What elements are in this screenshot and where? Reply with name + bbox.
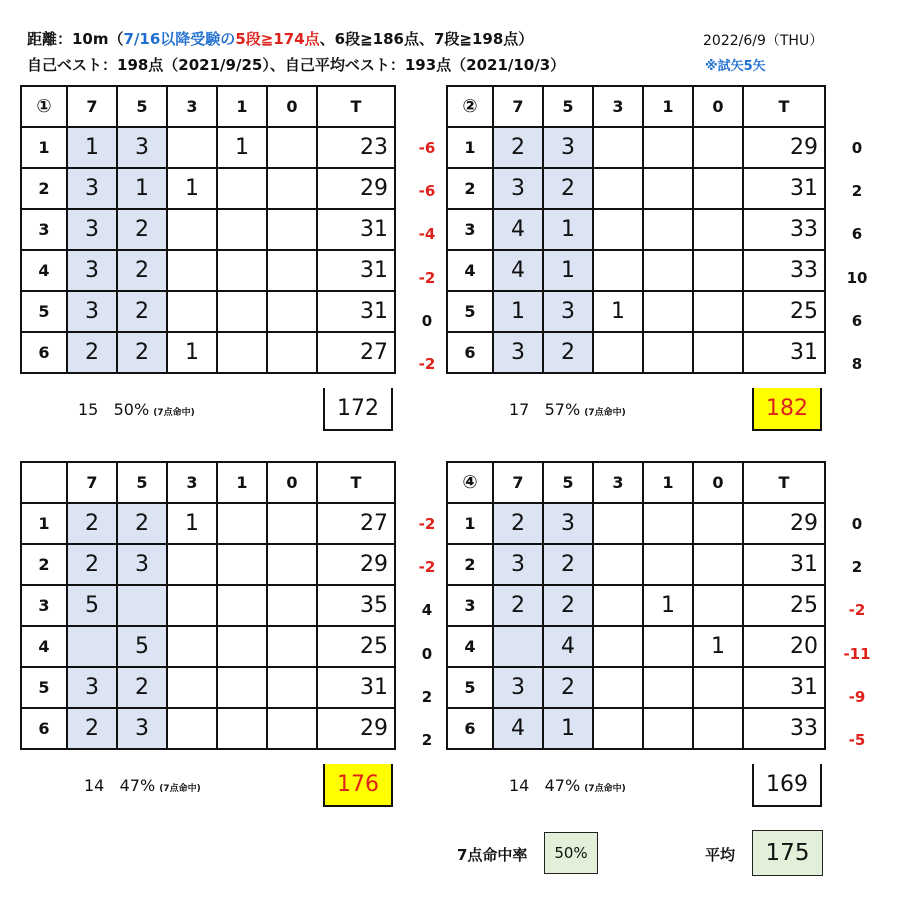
end-total: 31 bbox=[317, 291, 395, 332]
score-cell-0 bbox=[693, 503, 743, 544]
round-table-3 bbox=[20, 461, 396, 750]
end-diff: -11 bbox=[843, 644, 871, 663]
score-cell-5 bbox=[117, 585, 167, 626]
score-cell-5: 3 bbox=[117, 127, 167, 168]
round-table-1 bbox=[20, 85, 396, 374]
column-header: 3 bbox=[593, 462, 643, 503]
score-cell-7: 2 bbox=[67, 544, 117, 585]
score-cell-0 bbox=[693, 291, 743, 332]
score-cell-5: 2 bbox=[543, 585, 593, 626]
end-total: 31 bbox=[743, 544, 825, 585]
score-cell-0 bbox=[693, 332, 743, 373]
end-total: 29 bbox=[743, 127, 825, 168]
table-row bbox=[447, 209, 825, 250]
table-row bbox=[21, 667, 395, 708]
end-total: 31 bbox=[743, 332, 825, 373]
end-number: 5 bbox=[447, 667, 493, 708]
score-cell-3: 1 bbox=[167, 168, 217, 209]
end-total: 25 bbox=[743, 585, 825, 626]
end-number: 5 bbox=[21, 667, 67, 708]
score-cell-1 bbox=[217, 250, 267, 291]
score-cell-5: 1 bbox=[117, 168, 167, 209]
end-diff: 0 bbox=[421, 311, 433, 330]
column-header: 3 bbox=[167, 462, 217, 503]
score-cell-7: 3 bbox=[67, 250, 117, 291]
score-cell-0 bbox=[267, 544, 317, 585]
score-cell-5: 3 bbox=[543, 503, 593, 544]
score-cell-3 bbox=[167, 585, 217, 626]
score-cell-7: 4 bbox=[493, 250, 543, 291]
score-cell-1 bbox=[217, 626, 267, 667]
end-total: 29 bbox=[317, 544, 395, 585]
score-cell-3 bbox=[167, 708, 217, 749]
hit-rate-note: (7点命中) bbox=[584, 408, 626, 418]
hit-rate: 50% bbox=[113, 400, 150, 419]
end-diff: -6 bbox=[418, 139, 436, 157]
score-cell-7: 4 bbox=[493, 209, 543, 250]
score-cell-0 bbox=[267, 209, 317, 250]
end-total: 29 bbox=[317, 168, 395, 209]
hit-count: 17 bbox=[509, 400, 530, 419]
score-cell-1 bbox=[643, 626, 693, 667]
end-number: 6 bbox=[447, 332, 493, 373]
column-header: T bbox=[317, 86, 395, 127]
table-row bbox=[21, 168, 395, 209]
diff-column-1 bbox=[410, 127, 444, 386]
end-number: 4 bbox=[447, 250, 493, 291]
table-row bbox=[21, 291, 395, 332]
score-cell-0 bbox=[267, 250, 317, 291]
table-row bbox=[21, 127, 395, 168]
table-row bbox=[21, 503, 395, 544]
score-cell-0 bbox=[693, 209, 743, 250]
score-cell-3: 1 bbox=[593, 291, 643, 332]
score-cell-7: 3 bbox=[67, 291, 117, 332]
score-cell-5: 2 bbox=[117, 250, 167, 291]
score-cell-0 bbox=[267, 626, 317, 667]
round-1-hit-summary bbox=[78, 400, 195, 419]
score-cell-3 bbox=[593, 503, 643, 544]
end-diff: 6 bbox=[851, 225, 863, 244]
end-total: 25 bbox=[317, 626, 395, 667]
column-header: 5 bbox=[543, 86, 593, 127]
score-cell-1 bbox=[217, 544, 267, 585]
score-cell-3 bbox=[167, 209, 217, 250]
diff-column-4 bbox=[840, 503, 874, 762]
score-cell-0 bbox=[693, 544, 743, 585]
score-cell-5: 2 bbox=[543, 544, 593, 585]
score-cell-1 bbox=[643, 667, 693, 708]
score-cell-7: 1 bbox=[493, 291, 543, 332]
column-header: 7 bbox=[493, 462, 543, 503]
table-row bbox=[21, 626, 395, 667]
column-header: 5 bbox=[117, 462, 167, 503]
end-number: 1 bbox=[21, 127, 67, 168]
end-diff: 0 bbox=[421, 644, 433, 663]
end-diff: 2 bbox=[421, 687, 433, 706]
score-cell-3: 1 bbox=[167, 332, 217, 373]
end-total: 31 bbox=[317, 250, 395, 291]
score-cell-5: 2 bbox=[543, 332, 593, 373]
score-cell-5: 3 bbox=[543, 127, 593, 168]
end-diff: 2 bbox=[851, 182, 863, 201]
grade-5-threshold: 5段≧174点 bbox=[235, 30, 320, 48]
end-number: 5 bbox=[21, 291, 67, 332]
table-row bbox=[447, 168, 825, 209]
round-1-total: 172 bbox=[323, 388, 393, 431]
header-row bbox=[447, 86, 825, 127]
score-cell-3 bbox=[167, 626, 217, 667]
hit-rate-note: (7点命中) bbox=[584, 784, 626, 794]
score-cell-0 bbox=[267, 332, 317, 373]
score-cell-7: 3 bbox=[67, 209, 117, 250]
column-header: 5 bbox=[543, 462, 593, 503]
average-box: 175 bbox=[752, 830, 823, 876]
round-label: ① bbox=[21, 86, 67, 127]
table-row bbox=[447, 667, 825, 708]
column-header: 5 bbox=[117, 86, 167, 127]
score-cell-5: 2 bbox=[117, 291, 167, 332]
round-3-total: 176 bbox=[323, 764, 393, 807]
table-row bbox=[447, 250, 825, 291]
column-header: 7 bbox=[67, 462, 117, 503]
table-row bbox=[447, 585, 825, 626]
score-cell-7: 3 bbox=[493, 544, 543, 585]
column-header: 1 bbox=[643, 462, 693, 503]
hit-rate-note: (7点命中) bbox=[159, 784, 201, 794]
hit-rate: 57% bbox=[544, 400, 581, 419]
header-row bbox=[447, 462, 825, 503]
score-cell-0 bbox=[693, 127, 743, 168]
round-table-4 bbox=[446, 461, 826, 750]
table-row bbox=[447, 127, 825, 168]
score-cell-0 bbox=[267, 127, 317, 168]
end-total: 29 bbox=[743, 503, 825, 544]
score-cell-3 bbox=[167, 544, 217, 585]
end-number: 3 bbox=[21, 585, 67, 626]
end-diff: 4 bbox=[421, 601, 433, 620]
score-cell-1 bbox=[643, 209, 693, 250]
score-cell-7: 2 bbox=[493, 127, 543, 168]
end-diff: -2 bbox=[848, 601, 866, 620]
end-number: 1 bbox=[21, 503, 67, 544]
end-number: 6 bbox=[21, 332, 67, 373]
column-header: 7 bbox=[493, 86, 543, 127]
table-row bbox=[21, 250, 395, 291]
score-cell-7: 4 bbox=[493, 708, 543, 749]
end-diff: -2 bbox=[418, 558, 436, 577]
score-cell-1 bbox=[217, 667, 267, 708]
score-cell-0 bbox=[267, 667, 317, 708]
end-number: 3 bbox=[447, 209, 493, 250]
score-cell-7: 2 bbox=[67, 503, 117, 544]
header-row bbox=[21, 86, 395, 127]
score-cell-0: 1 bbox=[693, 626, 743, 667]
score-cell-0 bbox=[267, 291, 317, 332]
score-cell-0 bbox=[693, 708, 743, 749]
end-total: 29 bbox=[317, 708, 395, 749]
score-cell-1 bbox=[643, 168, 693, 209]
score-cell-0 bbox=[267, 585, 317, 626]
column-header: 1 bbox=[643, 86, 693, 127]
score-cell-1 bbox=[217, 503, 267, 544]
round-2-total: 182 bbox=[752, 388, 822, 431]
score-cell-3 bbox=[593, 250, 643, 291]
table-row bbox=[447, 626, 825, 667]
end-total: 31 bbox=[317, 667, 395, 708]
end-total: 33 bbox=[743, 209, 825, 250]
score-cell-7 bbox=[493, 626, 543, 667]
end-diff: -4 bbox=[418, 225, 436, 244]
score-cell-3 bbox=[167, 667, 217, 708]
end-diff: -2 bbox=[418, 515, 436, 533]
header-row bbox=[21, 462, 395, 503]
end-number: 4 bbox=[21, 626, 67, 667]
score-cell-7: 3 bbox=[493, 168, 543, 209]
average-label: 平均 bbox=[705, 846, 736, 864]
end-number: 3 bbox=[447, 585, 493, 626]
end-diff: 2 bbox=[851, 558, 863, 577]
end-number: 2 bbox=[447, 168, 493, 209]
end-total: 25 bbox=[743, 291, 825, 332]
score-cell-1 bbox=[217, 168, 267, 209]
table-row bbox=[447, 503, 825, 544]
header-line-2: 自己ベスト：198点（2021/9/25）、自己平均ベスト：193点（2021/10/3） bbox=[27, 56, 566, 74]
score-cell-0 bbox=[267, 168, 317, 209]
score-cell-5: 3 bbox=[117, 544, 167, 585]
score-cell-7: 5 bbox=[67, 585, 117, 626]
score-cell-0 bbox=[267, 708, 317, 749]
score-cell-3 bbox=[593, 544, 643, 585]
score-cell-1 bbox=[643, 250, 693, 291]
score-cell-5: 2 bbox=[117, 503, 167, 544]
score-cell-3 bbox=[593, 332, 643, 373]
end-number: 1 bbox=[447, 503, 493, 544]
end-diff: -2 bbox=[418, 354, 436, 373]
score-cell-3 bbox=[167, 291, 217, 332]
score-cell-7: 2 bbox=[493, 585, 543, 626]
table-row bbox=[21, 585, 395, 626]
score-cell-5: 1 bbox=[543, 250, 593, 291]
score-cell-3 bbox=[593, 708, 643, 749]
exam-condition: 7/16以降受験の bbox=[123, 30, 236, 48]
end-total: 31 bbox=[743, 168, 825, 209]
score-cell-5: 5 bbox=[117, 626, 167, 667]
hit-rate: 47% bbox=[544, 776, 581, 795]
end-number: 2 bbox=[447, 544, 493, 585]
round-table-2 bbox=[446, 85, 826, 374]
score-cell-1 bbox=[643, 503, 693, 544]
score-cell-5: 3 bbox=[117, 708, 167, 749]
column-header: 0 bbox=[267, 86, 317, 127]
column-header: 0 bbox=[693, 86, 743, 127]
end-number: 2 bbox=[21, 544, 67, 585]
hit-count: 14 bbox=[84, 776, 105, 795]
score-cell-3 bbox=[593, 209, 643, 250]
score-cell-7: 3 bbox=[493, 667, 543, 708]
end-diff: -5 bbox=[848, 730, 866, 749]
round-2-hit-summary bbox=[509, 400, 626, 419]
round-3-hit-summary bbox=[84, 776, 201, 795]
end-total: 27 bbox=[317, 503, 395, 544]
score-cell-1 bbox=[643, 291, 693, 332]
score-cell-5: 2 bbox=[117, 332, 167, 373]
end-total: 33 bbox=[743, 708, 825, 749]
score-cell-3 bbox=[593, 127, 643, 168]
score-cell-1: 1 bbox=[217, 127, 267, 168]
end-total: 23 bbox=[317, 127, 395, 168]
end-number: 6 bbox=[447, 708, 493, 749]
score-cell-5: 2 bbox=[543, 667, 593, 708]
score-cell-5: 2 bbox=[117, 209, 167, 250]
column-header: 3 bbox=[167, 86, 217, 127]
end-diff: 6 bbox=[851, 311, 863, 330]
end-number: 2 bbox=[21, 168, 67, 209]
header-line-1 bbox=[27, 28, 533, 49]
round-label: ② bbox=[447, 86, 493, 127]
hit-count: 15 bbox=[78, 400, 99, 419]
column-header: T bbox=[743, 462, 825, 503]
column-header: 1 bbox=[217, 462, 267, 503]
score-cell-5: 2 bbox=[117, 667, 167, 708]
column-header: T bbox=[743, 86, 825, 127]
end-diff: 8 bbox=[851, 354, 863, 373]
score-cell-7 bbox=[67, 626, 117, 667]
end-total: 33 bbox=[743, 250, 825, 291]
column-header: 7 bbox=[67, 86, 117, 127]
distance-label: 距離：10m（ bbox=[27, 30, 124, 48]
score-cell-0 bbox=[693, 250, 743, 291]
end-diff: 2 bbox=[421, 730, 433, 749]
score-cell-3 bbox=[593, 626, 643, 667]
score-cell-3 bbox=[167, 250, 217, 291]
score-cell-3 bbox=[593, 168, 643, 209]
table-row bbox=[447, 708, 825, 749]
score-cell-3 bbox=[593, 667, 643, 708]
end-diff: -6 bbox=[418, 182, 436, 201]
score-cell-1 bbox=[643, 332, 693, 373]
score-cell-1 bbox=[217, 708, 267, 749]
hit-rate-label: 7点命中率 bbox=[457, 846, 528, 864]
diff-column-2 bbox=[840, 127, 874, 386]
end-diff: 0 bbox=[851, 139, 863, 157]
score-cell-1 bbox=[217, 332, 267, 373]
table-row bbox=[447, 291, 825, 332]
score-cell-7: 2 bbox=[67, 332, 117, 373]
score-cell-3 bbox=[167, 127, 217, 168]
grade-thresholds: 、6段≧186点、7段≧198点） bbox=[319, 30, 534, 48]
end-diff: 10 bbox=[846, 268, 868, 287]
column-header: 0 bbox=[693, 462, 743, 503]
round-label bbox=[21, 462, 67, 503]
score-cell-5: 2 bbox=[543, 168, 593, 209]
score-cell-7: 3 bbox=[67, 667, 117, 708]
end-diff: -2 bbox=[418, 268, 436, 287]
end-number: 5 bbox=[447, 291, 493, 332]
column-header: 0 bbox=[267, 462, 317, 503]
table-row bbox=[21, 332, 395, 373]
table-row bbox=[447, 544, 825, 585]
end-total: 31 bbox=[317, 209, 395, 250]
end-number: 4 bbox=[21, 250, 67, 291]
end-number: 4 bbox=[447, 626, 493, 667]
hit-count: 14 bbox=[509, 776, 530, 795]
table-row bbox=[21, 209, 395, 250]
end-diff: -9 bbox=[848, 687, 866, 706]
column-header: 1 bbox=[217, 86, 267, 127]
table-row bbox=[21, 544, 395, 585]
score-cell-7: 2 bbox=[67, 708, 117, 749]
hit-rate-note: (7点命中) bbox=[153, 408, 195, 418]
table-row bbox=[447, 332, 825, 373]
end-total: 27 bbox=[317, 332, 395, 373]
score-cell-0 bbox=[693, 585, 743, 626]
end-number: 1 bbox=[447, 127, 493, 168]
score-cell-1 bbox=[643, 708, 693, 749]
score-cell-5: 4 bbox=[543, 626, 593, 667]
round-label: ④ bbox=[447, 462, 493, 503]
table-row bbox=[21, 708, 395, 749]
score-cell-7: 2 bbox=[493, 503, 543, 544]
score-cell-7: 3 bbox=[67, 168, 117, 209]
round-4-hit-summary bbox=[509, 776, 626, 795]
end-number: 6 bbox=[21, 708, 67, 749]
score-cell-1 bbox=[643, 544, 693, 585]
column-header: 3 bbox=[593, 86, 643, 127]
score-cell-0 bbox=[267, 503, 317, 544]
score-cell-1 bbox=[217, 291, 267, 332]
round-4-total: 169 bbox=[752, 764, 822, 807]
date-label: 2022/6/9（THU） bbox=[703, 33, 824, 49]
score-cell-1 bbox=[643, 127, 693, 168]
score-cell-5: 3 bbox=[543, 291, 593, 332]
diff-column-3 bbox=[410, 503, 444, 762]
score-cell-7: 1 bbox=[67, 127, 117, 168]
score-cell-5: 1 bbox=[543, 209, 593, 250]
column-header: T bbox=[317, 462, 395, 503]
score-cell-3 bbox=[593, 585, 643, 626]
trial-arrows-note: ※試矢5矢 bbox=[705, 59, 766, 74]
end-total: 20 bbox=[743, 626, 825, 667]
end-diff: 0 bbox=[851, 515, 863, 533]
score-cell-3: 1 bbox=[167, 503, 217, 544]
end-total: 31 bbox=[743, 667, 825, 708]
score-cell-1 bbox=[217, 209, 267, 250]
hit-rate-box: 50% bbox=[544, 832, 598, 874]
score-cell-0 bbox=[693, 667, 743, 708]
score-cell-0 bbox=[693, 168, 743, 209]
score-cell-1: 1 bbox=[643, 585, 693, 626]
hit-rate: 47% bbox=[119, 776, 156, 795]
score-cell-7: 3 bbox=[493, 332, 543, 373]
score-cell-1 bbox=[217, 585, 267, 626]
end-total: 35 bbox=[317, 585, 395, 626]
end-number: 3 bbox=[21, 209, 67, 250]
score-cell-5: 1 bbox=[543, 708, 593, 749]
